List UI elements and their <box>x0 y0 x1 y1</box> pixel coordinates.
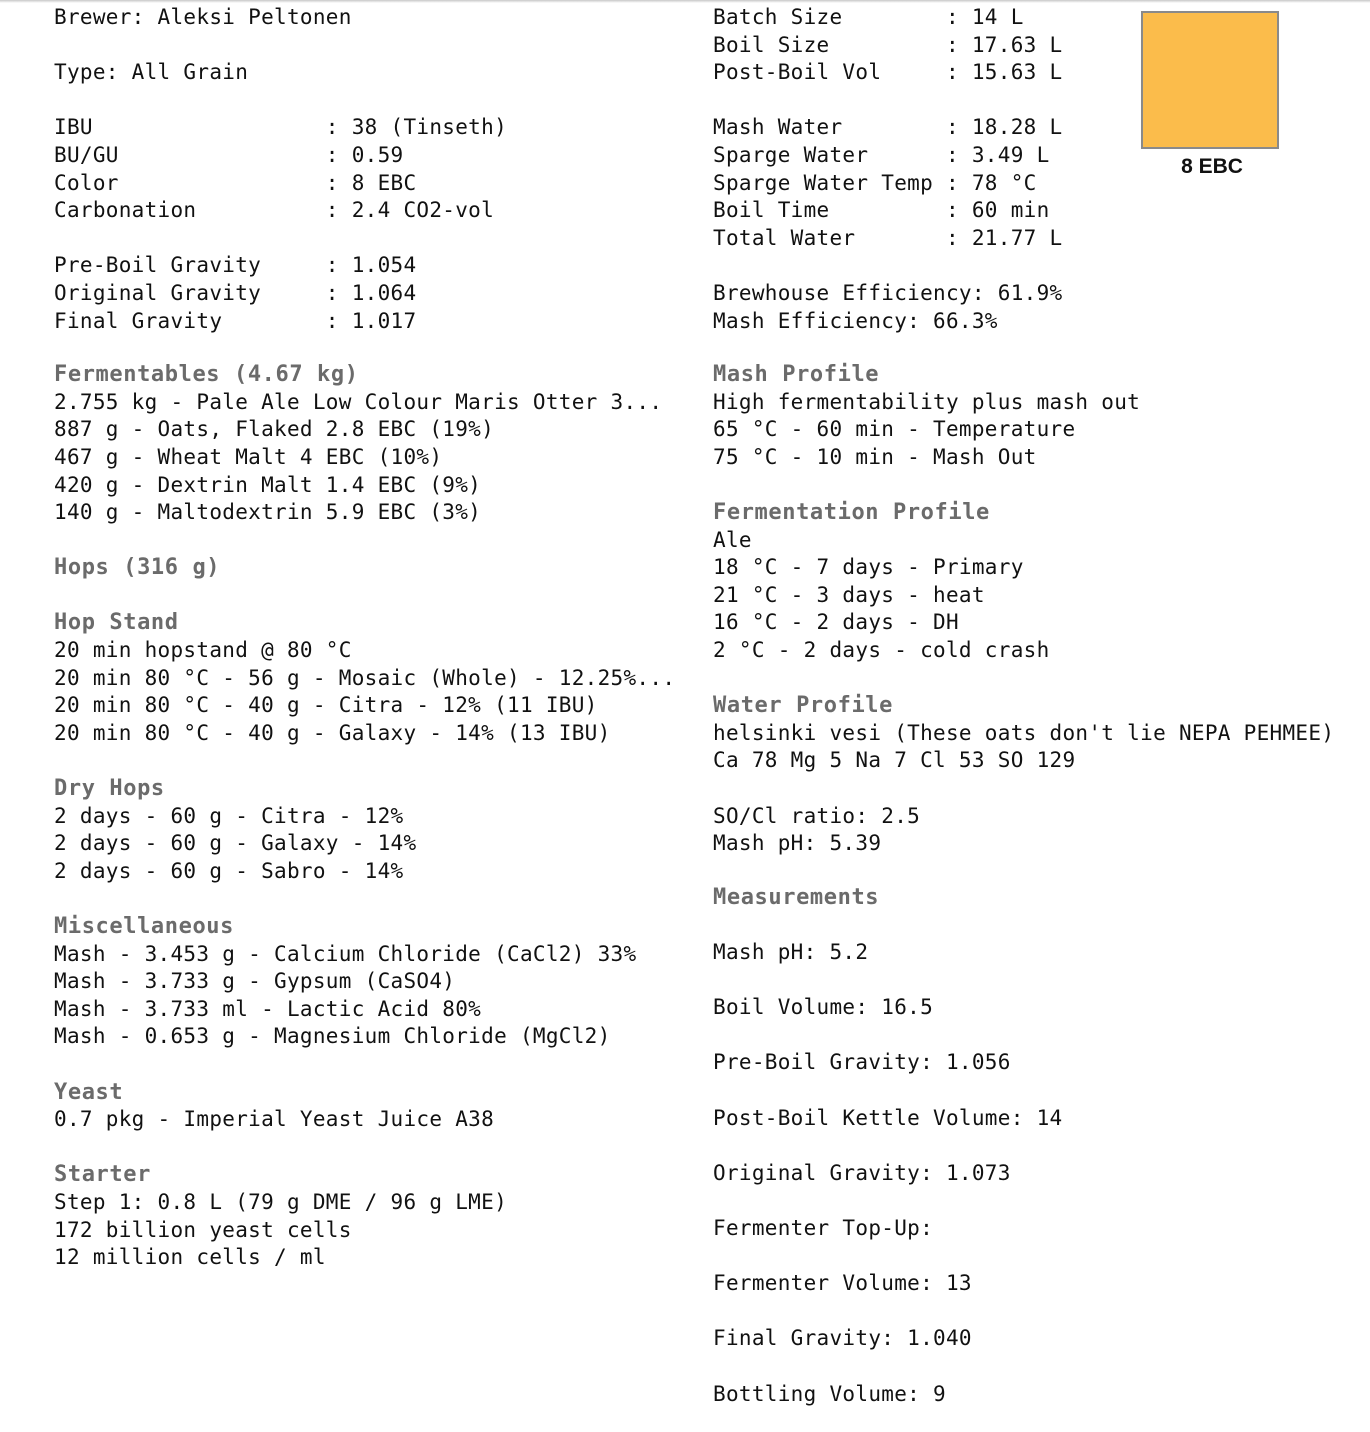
starter-item: Step 1: 0.8 L (79 g DME / 96 g LME) <box>54 1189 508 1214</box>
measurement-post-boil-kettle-volume: Post-Boil Kettle Volume: 14 <box>713 1105 1063 1130</box>
hop-stand-item: 20 min hopstand @ 80 °C <box>54 638 352 663</box>
measurement-pre-boil-gravity: Pre-Boil Gravity: 1.056 <box>713 1050 1011 1075</box>
stat-color: Color : 8 EBC <box>54 170 417 195</box>
mash-efficiency: Mash Efficiency: 66.3% <box>713 308 998 333</box>
left-column <box>54 4 694 1272</box>
misc-item: Mash - 3.453 g - Calcium Chloride (CaCl2) 33% <box>54 941 637 966</box>
measurements-heading: Measurements <box>713 884 880 910</box>
water-profile-item: helsinki vesi (These oats don't lie NEPA PEHMEE) <box>713 720 1335 745</box>
fermentable-item: 2.755 kg - Pale Ale Low Colour Maris Otter 3... <box>54 389 663 414</box>
starter-heading: Starter <box>54 1162 151 1188</box>
vol-batch-size: Batch Size : 14 L <box>713 5 1024 29</box>
mash-profile-item: 65 °C - 60 min - Temperature <box>713 417 1076 442</box>
stat-final-gravity: Final Gravity : 1.017 <box>54 308 417 333</box>
hop-stand-item: 20 min 80 °C - 40 g - Citra - 12% (11 IBU) <box>54 693 598 718</box>
yeast-heading: Yeast <box>54 1079 124 1105</box>
so-cl-ratio: SO/Cl ratio: 2.5 <box>713 803 921 828</box>
starter-item: 172 billion yeast cells <box>54 1217 352 1242</box>
mash-profile-item: 75 °C - 10 min - Mash Out <box>713 444 1037 469</box>
fermentation-profile-item: 21 °C - 3 days - heat <box>713 582 985 607</box>
water-total: Total Water : 21.77 L <box>713 225 1063 250</box>
fermentation-profile-item: Ale <box>713 527 752 552</box>
starter-item: 12 million cells / ml <box>54 1245 326 1270</box>
dry-hop-item: 2 days - 60 g - Galaxy - 14% <box>54 831 417 856</box>
beer-color-swatch <box>1141 11 1279 179</box>
mash-profile-heading: Mash Profile <box>713 362 880 388</box>
measurement-bottling-volume: Bottling Volume: 9 <box>713 1381 946 1406</box>
misc-item: Mash - 0.653 g - Magnesium Chloride (MgCl2) <box>54 1024 611 1049</box>
vol-boil-size: Boil Size : 17.63 L <box>713 32 1063 57</box>
fermentable-item: 467 g - Wheat Malt 4 EBC (10%) <box>54 444 443 469</box>
fermentable-item: 420 g - Dextrin Malt 1.4 EBC (9%) <box>54 472 482 497</box>
brewhouse-efficiency: Brewhouse Efficiency: 61.9% <box>713 280 1063 305</box>
hops-heading: Hops (316 g) <box>54 555 221 581</box>
hop-stand-item: 20 min 80 °C - 40 g - Galaxy - 14% (13 IBU) <box>54 720 611 745</box>
water-profile-heading: Water Profile <box>713 693 893 719</box>
fermentation-profile-item: 16 °C - 2 days - DH <box>713 610 959 635</box>
stat-ibu: IBU : 38 (Tinseth) <box>54 115 508 140</box>
misc-item: Mash - 3.733 ml - Lactic Acid 80% <box>54 996 482 1021</box>
measurement-original-gravity: Original Gravity: 1.073 <box>713 1160 1011 1185</box>
measurement-fermenter-top-up: Fermenter Top-Up: <box>713 1215 934 1240</box>
fermentable-item: 887 g - Oats, Flaked 2.8 EBC (19%) <box>54 417 495 442</box>
mash-profile-item: High fermentability plus mash out <box>713 389 1141 414</box>
water-boil-time: Boil Time : 60 min <box>713 198 1050 223</box>
dry-hop-item: 2 days - 60 g - Citra - 12% <box>54 803 404 828</box>
dry-hops-heading: Dry Hops <box>54 776 165 802</box>
hop-stand-heading: Hop Stand <box>54 610 179 636</box>
vol-post-boil: Post-Boil Vol : 15.63 L <box>713 60 1063 85</box>
water-mash: Mash Water : 18.28 L <box>713 115 1063 140</box>
color-swatch-label: 8 EBC <box>1181 155 1243 178</box>
target-mash-ph: Mash pH: 5.39 <box>713 831 882 856</box>
measurement-final-gravity: Final Gravity: 1.040 <box>713 1326 972 1351</box>
stat-original-gravity: Original Gravity : 1.064 <box>54 280 417 305</box>
fermentation-profile-heading: Fermentation Profile <box>713 500 990 526</box>
stat-pre-boil-gravity: Pre-Boil Gravity : 1.054 <box>54 253 417 278</box>
page-top-edge <box>0 0 1370 3</box>
water-sparge-temp: Sparge Water Temp : 78 °C <box>713 170 1037 195</box>
recipe-type: Type: All Grain <box>54 60 249 85</box>
hop-stand-item: 20 min 80 °C - 56 g - Mosaic (Whole) - 12.25%... <box>54 665 676 690</box>
stat-bugu: BU/GU : 0.59 <box>54 142 404 167</box>
brewer: Brewer: Aleksi Peltonen <box>54 5 352 29</box>
misc-item: Mash - 3.733 g - Gypsum (CaSO4) <box>54 969 456 994</box>
dry-hop-item: 2 days - 60 g - Sabro - 14% <box>54 858 404 883</box>
stat-carbonation: Carbonation : 2.4 CO2-vol <box>54 198 495 223</box>
fermentables-heading: Fermentables (4.67 kg) <box>54 362 359 388</box>
measurement-fermenter-volume: Fermenter Volume: 13 <box>713 1271 972 1296</box>
color-swatch-box <box>1141 11 1279 149</box>
measurement-mash-ph: Mash pH: 5.2 <box>713 940 869 964</box>
measurement-boil-volume: Boil Volume: 16.5 <box>713 995 934 1020</box>
yeast-item: 0.7 pkg - Imperial Yeast Juice A38 <box>54 1107 495 1132</box>
right-column <box>713 4 1363 1408</box>
water-sparge: Sparge Water : 3.49 L <box>713 142 1050 167</box>
water-profile-item: Ca 78 Mg 5 Na 7 Cl 53 SO 129 <box>713 748 1076 773</box>
fermentation-profile-item: 2 °C - 2 days - cold crash <box>713 638 1050 663</box>
fermentable-item: 140 g - Maltodextrin 5.9 EBC (3%) <box>54 500 482 525</box>
fermentation-profile-item: 18 °C - 7 days - Primary <box>713 555 1024 580</box>
misc-heading: Miscellaneous <box>54 914 234 939</box>
